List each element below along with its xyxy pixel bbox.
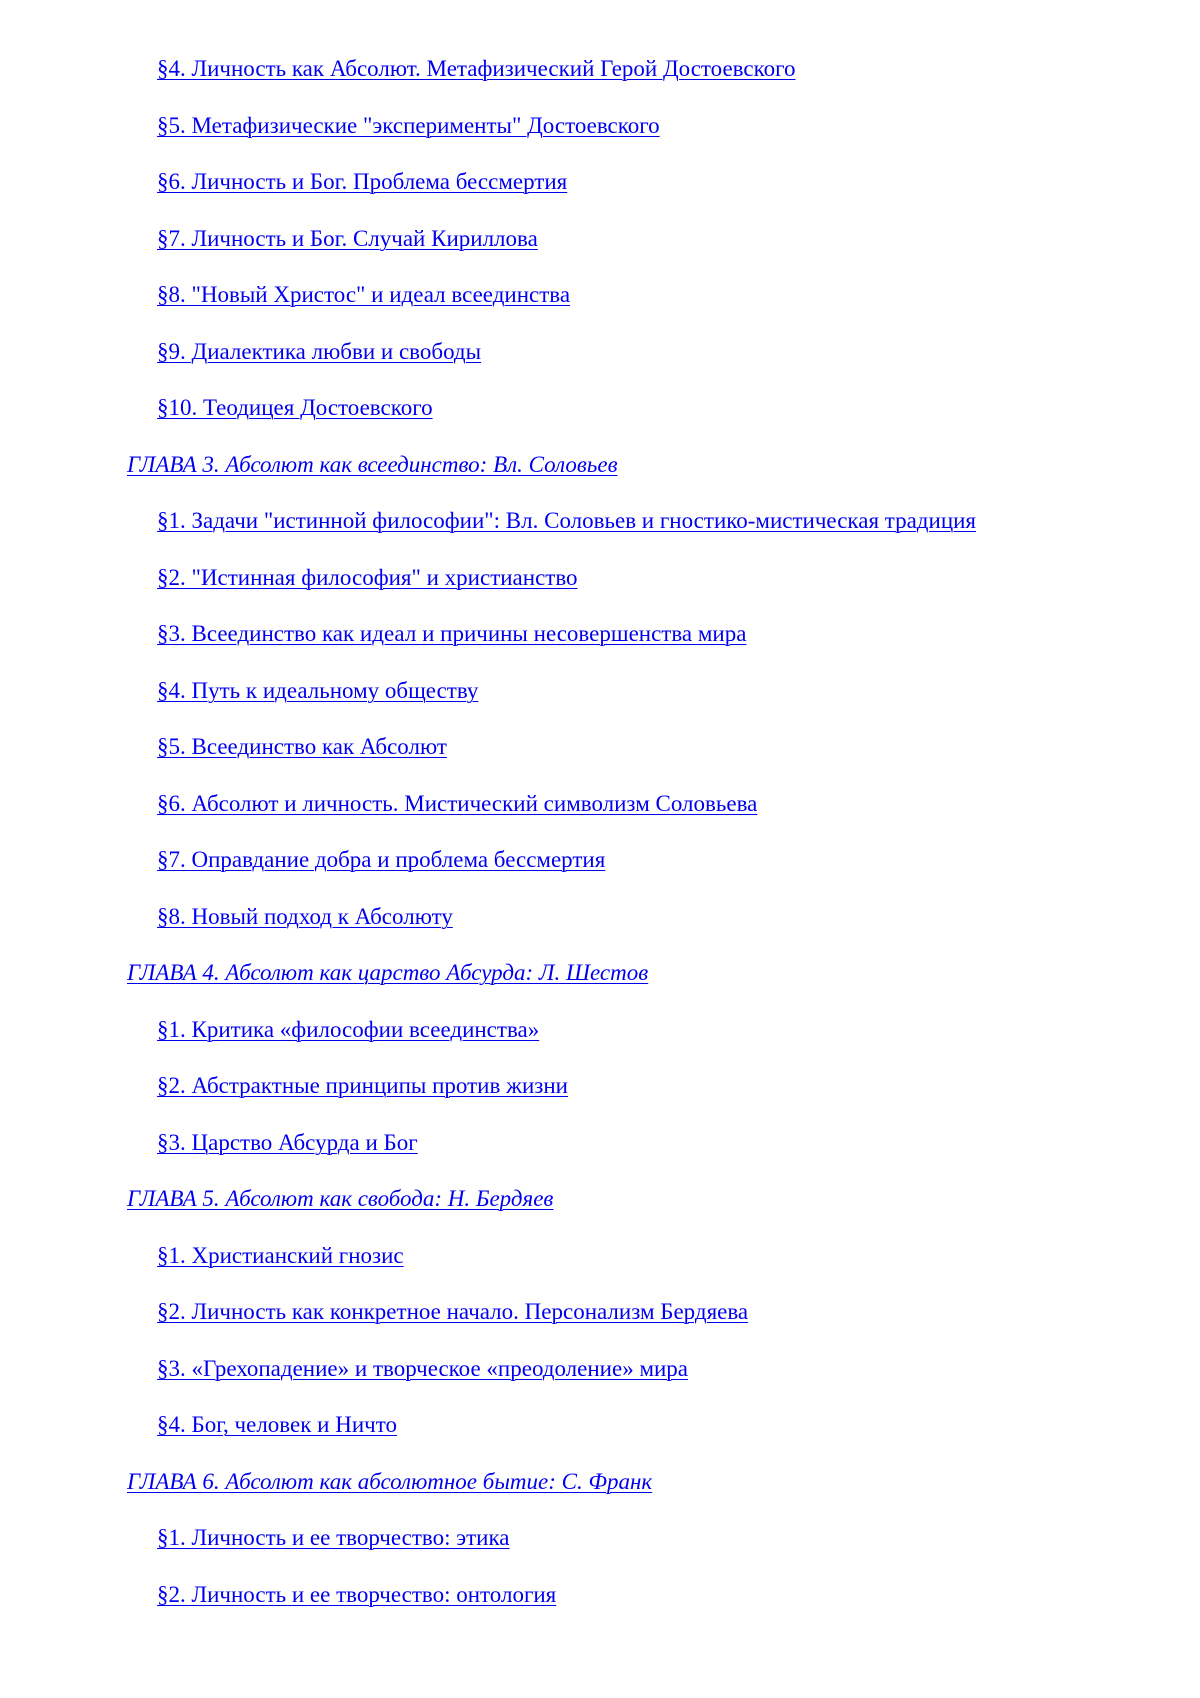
toc-link-soloviev-s6[interactable]: §6. Абсолют и личность. Мистический символизм Соловьева xyxy=(157,791,758,816)
toc-link-dostoevsky-s9[interactable]: §9. Диалектика любви и свободы xyxy=(157,339,482,364)
toc-link-soloviev-s4[interactable]: §4. Путь к идеальному обществу xyxy=(157,678,479,703)
toc-link-dostoevsky-s7[interactable]: §7. Личность и Бог. Случай Кириллова xyxy=(157,226,538,251)
toc-link-soloviev-s1[interactable]: §1. Задачи "истинной философии": Вл. Соловьев и гностико-мистическая традиция xyxy=(157,508,977,533)
toc-link-frank-s1[interactable]: §1. Личность и ее творчество: этика xyxy=(157,1525,510,1550)
toc-link-chapter-5[interactable]: ГЛАВА 5. Абсолют как свобода: Н. Бердяев xyxy=(127,1186,554,1211)
toc-link-soloviev-s7[interactable]: §7. Оправдание добра и проблема бессмертия xyxy=(157,847,606,872)
toc-link-soloviev-s2[interactable]: §2. "Истинная философия" и христианство xyxy=(157,565,578,590)
toc-link-shestov-s2[interactable]: §2. Абстрактные принципы против жизни xyxy=(157,1073,568,1098)
toc-link-chapter-6[interactable]: ГЛАВА 6. Абсолют как абсолютное бытие: С. Франк xyxy=(127,1469,653,1494)
toc-link-dostoevsky-s6[interactable]: §6. Личность и Бог. Проблема бессмертия xyxy=(157,169,568,194)
toc-link-soloviev-s3[interactable]: §3. Всеединство как идеал и причины несовершенства мира xyxy=(157,621,747,646)
toc-link-dostoevsky-s10[interactable]: §10. Теодицея Достоевского xyxy=(157,395,433,420)
toc-link-dostoevsky-s5[interactable]: §5. Метафизические "эксперименты" Достоевского xyxy=(157,113,660,138)
toc-link-dostoevsky-s4[interactable]: §4. Личность как Абсолют. Метафизический Герой Достоевского xyxy=(157,56,796,81)
toc-link-berdyaev-s3[interactable]: §3. «Грехопадение» и творческое «преодоление» мира xyxy=(157,1356,689,1381)
toc-link-berdyaev-s4[interactable]: §4. Бог, человек и Ничто xyxy=(157,1412,397,1437)
toc-link-berdyaev-s2[interactable]: §2. Личность как конкретное начало. Персонализм Бердяева xyxy=(157,1299,749,1324)
toc-link-dostoevsky-s8[interactable]: §8. "Новый Христос" и идеал всеединства xyxy=(157,282,571,307)
toc-link-shestov-s1[interactable]: §1. Критика «философии всеединства» xyxy=(157,1017,540,1042)
toc-link-frank-s2[interactable]: §2. Личность и ее творчество: онтология xyxy=(157,1582,557,1607)
toc-link-chapter-3[interactable]: ГЛАВА 3. Абсолют как всеединство: Вл. Соловьев xyxy=(127,452,618,477)
toc-link-soloviev-s8[interactable]: §8. Новый подход к Абсолюту xyxy=(157,904,453,929)
toc-link-soloviev-s5[interactable]: §5. Всеединство как Абсолют xyxy=(157,734,447,759)
toc-link-berdyaev-s1[interactable]: §1. Христианский гнозис xyxy=(157,1243,404,1268)
toc-link-chapter-4[interactable]: ГЛАВА 4. Абсолют как царство Абсурда: Л. Шестов xyxy=(127,960,649,985)
toc-link-shestov-s3[interactable]: §3. Царство Абсурда и Бог xyxy=(157,1130,418,1155)
